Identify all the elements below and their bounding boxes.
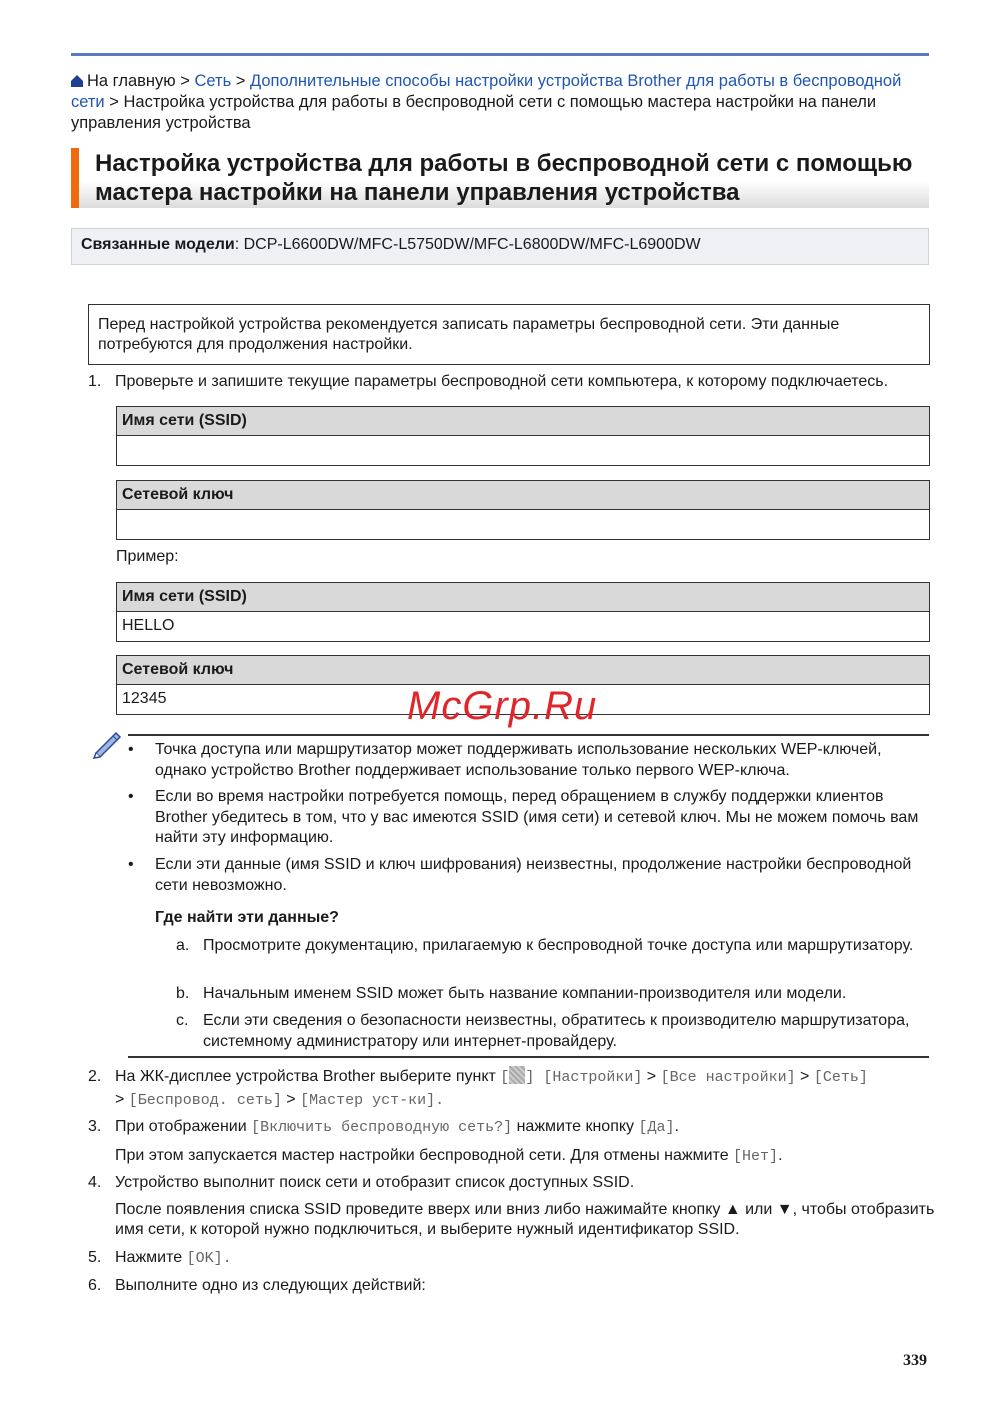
- watermark: McGrp.Ru: [407, 684, 598, 728]
- step-6: [88, 1275, 938, 1296]
- table-cell: [117, 436, 929, 465]
- note-item: [128, 787, 928, 849]
- sep: >: [795, 1068, 814, 1085]
- step-number: 1.: [88, 373, 102, 390]
- step-1: [88, 371, 938, 392]
- note-text: Точка доступа или маршрутизатор может поддерживать использование нескольких WEP-ключей, однако устройство Brother поддерживает использование только первого WEP-ключа.: [155, 741, 882, 779]
- note-item: [128, 740, 928, 781]
- sub-letter: c.: [176, 1012, 189, 1029]
- table-header: Имя сети (SSID): [117, 583, 929, 612]
- breadcrumb-sep: >: [109, 93, 119, 111]
- menu-network: [Сеть]: [813, 1069, 868, 1086]
- step-number: 2.: [88, 1068, 102, 1085]
- period: .: [778, 1147, 783, 1164]
- step-text: Выполните одно из следующих действий:: [115, 1277, 426, 1294]
- where-heading: Где найти эти данные?: [155, 909, 339, 926]
- menu-wlan: [Беспровод. сеть]: [128, 1092, 282, 1109]
- key-table: [116, 480, 930, 540]
- bullet: •: [128, 788, 134, 805]
- note-item: [128, 855, 928, 896]
- step-text: нажмите кнопку: [512, 1118, 639, 1135]
- home-icon: [71, 75, 83, 87]
- breadcrumb-home[interactable]: На главную: [87, 72, 176, 90]
- note-text: Если эти данные (имя SSID и ключ шифрования) неизвестны, продолжение настройки беспроводной сети невозможно.: [155, 856, 912, 894]
- sub-letter: b.: [176, 985, 190, 1002]
- table-header: Сетевой ключ: [117, 481, 929, 510]
- step-number: 6.: [88, 1277, 102, 1294]
- bullet: •: [128, 856, 134, 873]
- menu-ok: [OK]: [186, 1250, 223, 1267]
- sub-text: Если эти сведения о безопасности неизвестны, обратитесь к производителю маршрутизатора, системному администратору или интернет-провайдеру.: [203, 1012, 910, 1050]
- table-cell: HELLO: [122, 617, 175, 634]
- sep: >: [281, 1091, 301, 1108]
- example-ssid-table: [116, 582, 930, 642]
- bullet: •: [128, 741, 134, 758]
- menu-settings: ] [Настройки]: [525, 1069, 643, 1086]
- breadcrumb-sep: >: [180, 72, 190, 90]
- breadcrumb-advanced-link[interactable]: Дополнительные способы настройки устройства Brother для работы в беспроводной сети: [71, 72, 902, 111]
- sub-item: [176, 936, 936, 957]
- menu-all-settings: [Все настройки]: [660, 1069, 796, 1086]
- step-2: [88, 1066, 938, 1112]
- top-rule: [71, 53, 929, 56]
- page-title: Настройка устройства для работы в беспроводной сети с помощью мастера настройки на панели управления устройства: [71, 148, 929, 208]
- models-label: Связанные модели: [81, 236, 235, 253]
- note-bottom-rule: [128, 1056, 929, 1058]
- table-cell: 12345: [122, 690, 167, 707]
- sub-letter: a.: [176, 937, 190, 954]
- example-label: Пример:: [116, 548, 179, 565]
- period: .: [435, 1092, 445, 1109]
- step-number: 3.: [88, 1118, 102, 1135]
- menu-enable-wlan: [Включить беспроводную сеть?]: [251, 1119, 513, 1136]
- step-4: [88, 1172, 938, 1240]
- step-text: Нажмите: [115, 1249, 187, 1266]
- pencil-icon: [92, 727, 124, 759]
- step-text: Проверьте и запишите текущие параметры беспроводной сети компьютера, к которому подключаетесь.: [115, 373, 889, 390]
- sub-item: [176, 984, 936, 1005]
- breadcrumb-current: Настройка устройства для работы в беспроводной сети с помощью мастера настройки на панели управления устройства: [71, 93, 877, 132]
- sub-item: [176, 1011, 936, 1052]
- table-cell: [117, 510, 929, 539]
- step-number: 5.: [88, 1249, 102, 1266]
- step-text: Устройство выполнит поиск сети и отобразит список доступных SSID.: [115, 1174, 635, 1191]
- breadcrumb-network-link[interactable]: Сеть: [194, 72, 232, 90]
- ssid-table: [116, 406, 930, 466]
- step-subtext: После появления списка SSID проведите вверх или вниз либо нажимайте кнопку ▲ или ▼, чтобы отобразить имя сети, к которой нужно подключиться, и выберите нужный идентификатор SSID.: [115, 1201, 935, 1238]
- step-5: [88, 1247, 938, 1269]
- step-subtext: При этом запускается мастер настройки беспроводной сети. Для отмены нажмите: [115, 1147, 734, 1164]
- period: .: [674, 1118, 679, 1135]
- sep: >: [642, 1068, 661, 1085]
- table-header: Сетевой ключ: [117, 656, 929, 685]
- settings-icon: [509, 1066, 525, 1084]
- note-top-rule: [128, 734, 929, 736]
- note-box: Перед настройкой устройства рекомендуется записать параметры беспроводной сети. Эти данные потребуются для продолжения настройки.: [88, 304, 930, 365]
- menu-yes: [Да]: [638, 1119, 675, 1136]
- sub-text: Начальным именем SSID может быть название компании-производителя или модели.: [203, 985, 847, 1002]
- menu-no: [Нет]: [733, 1148, 779, 1165]
- sub-text: Просмотрите документацию, прилагаемую к беспроводной точке доступа или маршрутизатору.: [203, 937, 914, 954]
- breadcrumb: [71, 71, 931, 134]
- page-number: 339: [903, 1352, 927, 1369]
- menu-bracket: [: [500, 1069, 510, 1086]
- step-number: 4.: [88, 1174, 102, 1191]
- note-text: Если во время настройки потребуется помощь, перед обращением в службу поддержки клиентов Brother убедитесь в том, что у вас имеются SSID (имя сети) и сетевой ключ. Мы не можем помочь вам найти эту информацию.: [155, 788, 919, 846]
- breadcrumb-sep: >: [235, 72, 246, 90]
- step-text: На ЖК-дисплее устройства Brother выберите пункт: [115, 1068, 501, 1085]
- step-text: При отображении: [115, 1118, 252, 1135]
- menu-wizard: [Мастер уст-ки]: [300, 1092, 436, 1109]
- step-3: [88, 1116, 938, 1167]
- sep: >: [115, 1091, 129, 1108]
- related-models: [71, 228, 929, 265]
- table-header: Имя сети (SSID): [117, 407, 929, 436]
- period: .: [222, 1250, 232, 1267]
- models-value: : DCP-L6600DW/MFC-L5750DW/MFC-L6800DW/MFC-L6900DW: [234, 236, 701, 253]
